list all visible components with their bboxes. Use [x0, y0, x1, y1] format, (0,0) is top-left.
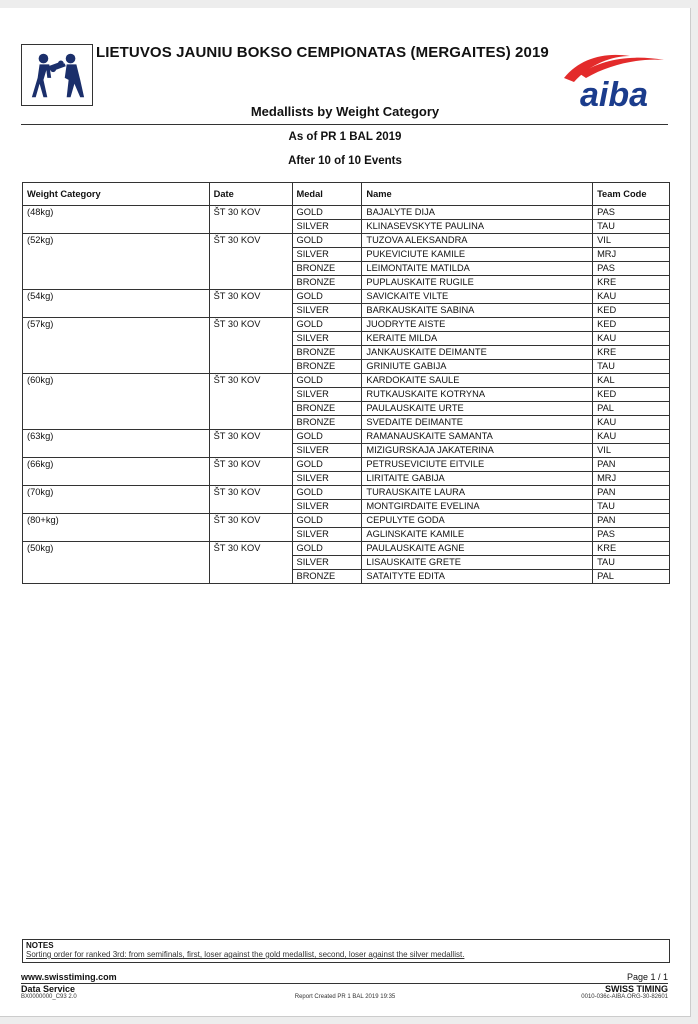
table-row: [23, 206, 670, 220]
medal-cell: GOLD: [292, 542, 362, 556]
footer-divider: [21, 983, 668, 984]
date-cell: [209, 248, 292, 262]
team-code-cell: KAU: [593, 332, 670, 346]
table-row: [23, 542, 670, 556]
name-cell: PAULAUSKAITE AGNE: [362, 542, 593, 556]
team-code-cell: TAU: [593, 500, 670, 514]
name-cell: KARDOKAITE SAULE: [362, 374, 593, 388]
weight-category-cell: [23, 332, 210, 346]
medal-cell: GOLD: [292, 514, 362, 528]
weight-category-cell: [23, 416, 210, 430]
team-code-cell: VIL: [593, 234, 670, 248]
medal-cell: SILVER: [292, 388, 362, 402]
weight-category-cell: [23, 220, 210, 234]
team-code-cell: KAU: [593, 430, 670, 444]
footer-data-service: Data Service: [21, 984, 76, 994]
team-code-cell: PAS: [593, 262, 670, 276]
date-cell: ŠT 30 KOV: [209, 206, 292, 220]
aiba-logo: [560, 48, 670, 110]
footer-url: www.swisstiming.com: [21, 972, 117, 982]
date-cell: [209, 416, 292, 430]
date-cell: [209, 276, 292, 290]
document-title: LIETUVOS JAUNIU BOKSO CEMPIONATAS (MERGAITES) 2019: [96, 44, 549, 61]
table-row: [23, 528, 670, 542]
date-cell: [209, 528, 292, 542]
name-cell: KERAITE MILDA: [362, 332, 593, 346]
document-page: [0, 8, 691, 1017]
weight-category-cell: [23, 304, 210, 318]
team-code-cell: KAU: [593, 290, 670, 304]
date-cell: [209, 556, 292, 570]
date-cell: ŠT 30 KOV: [209, 290, 292, 304]
footer-swiss-timing: SWISS TIMING: [605, 984, 668, 994]
team-code-cell: PAN: [593, 486, 670, 500]
team-code-cell: KED: [593, 388, 670, 402]
team-code-cell: KED: [593, 318, 670, 332]
medal-cell: GOLD: [292, 458, 362, 472]
team-code-cell: MRJ: [593, 248, 670, 262]
team-code-cell: TAU: [593, 220, 670, 234]
table-row: [23, 458, 670, 472]
medal-cell: GOLD: [292, 486, 362, 500]
footer-ref: 0010-036c-AIBA.ORG-30-82601: [581, 994, 668, 1000]
weight-category-cell: (60kg): [23, 374, 210, 388]
medal-cell: SILVER: [292, 444, 362, 458]
weight-category-cell: [23, 402, 210, 416]
table-body: [23, 206, 670, 584]
table-row: [23, 220, 670, 234]
table-row: [23, 332, 670, 346]
date-cell: [209, 444, 292, 458]
date-cell: ŠT 30 KOV: [209, 430, 292, 444]
date-cell: [209, 472, 292, 486]
medal-cell: GOLD: [292, 234, 362, 248]
team-code-cell: VIL: [593, 444, 670, 458]
weight-category-cell: [23, 556, 210, 570]
name-cell: TUZOVA ALEKSANDRA: [362, 234, 593, 248]
date-cell: [209, 500, 292, 514]
date-cell: [209, 388, 292, 402]
date-cell: [209, 346, 292, 360]
name-cell: LEIMONTAITE MATILDA: [362, 262, 593, 276]
table-header-row: [23, 183, 670, 206]
name-cell: SAVICKAITE VILTE: [362, 290, 593, 304]
medal-cell: BRONZE: [292, 570, 362, 584]
date-cell: [209, 304, 292, 318]
table-row: [23, 500, 670, 514]
date-cell: [209, 262, 292, 276]
notes-text: Sorting order for ranked 3rd: from semifinals, first, loser against the gold medallist, second, loser against the silver medallist.: [26, 950, 465, 959]
table-row: [23, 248, 670, 262]
table-row: [23, 318, 670, 332]
footer-doc-code: BX0000000_C93 2.0: [21, 994, 77, 1000]
table-row: [23, 262, 670, 276]
weight-category-cell: [23, 472, 210, 486]
name-cell: LISAUSKAITE GRETE: [362, 556, 593, 570]
header-divider: [21, 124, 668, 125]
date-cell: ŠT 30 KOV: [209, 514, 292, 528]
medal-cell: GOLD: [292, 430, 362, 444]
medal-cell: SILVER: [292, 248, 362, 262]
medal-cell: GOLD: [292, 374, 362, 388]
medal-cell: SILVER: [292, 500, 362, 514]
medal-cell: GOLD: [292, 206, 362, 220]
name-cell: JUODRYTE AISTE: [362, 318, 593, 332]
team-code-cell: KRE: [593, 542, 670, 556]
footer-report-created: Report Created PR 1 BAL 2019 19:35: [294, 994, 396, 1000]
team-code-cell: KAU: [593, 416, 670, 430]
medal-cell: SILVER: [292, 332, 362, 346]
medal-cell: SILVER: [292, 528, 362, 542]
date-cell: [209, 570, 292, 584]
name-cell: BARKAUSKAITE SABINA: [362, 304, 593, 318]
name-cell: CEPULYTE GODA: [362, 514, 593, 528]
team-code-cell: TAU: [593, 556, 670, 570]
table-row: [23, 304, 670, 318]
medal-cell: GOLD: [292, 318, 362, 332]
footer-page-number: Page 1 / 1: [626, 972, 668, 982]
table-row: [23, 276, 670, 290]
weight-category-cell: (50kg): [23, 542, 210, 556]
name-cell: SATAITYTE EDITA: [362, 570, 593, 584]
date-cell: [209, 332, 292, 346]
table-row: [23, 402, 670, 416]
team-code-cell: PAN: [593, 514, 670, 528]
column-header: Medal: [292, 183, 362, 206]
name-cell: PUKEVICIUTE KAMILE: [362, 248, 593, 262]
medal-cell: BRONZE: [292, 416, 362, 430]
medal-cell: BRONZE: [292, 360, 362, 374]
date-cell: ŠT 30 KOV: [209, 458, 292, 472]
weight-category-cell: [23, 360, 210, 374]
table-row: [23, 416, 670, 430]
notes-heading: NOTES: [26, 941, 54, 950]
column-header: Name: [362, 183, 593, 206]
name-cell: AGLINSKAITE KAMILE: [362, 528, 593, 542]
weight-category-cell: (80+kg): [23, 514, 210, 528]
name-cell: RUTKAUSKAITE KOTRYNA: [362, 388, 593, 402]
table-row: [23, 234, 670, 248]
table-row: [23, 486, 670, 500]
weight-category-cell: [23, 388, 210, 402]
medal-cell: SILVER: [292, 220, 362, 234]
table-row: [23, 514, 670, 528]
name-cell: MONTGIRDAITE EVELINA: [362, 500, 593, 514]
name-cell: PUPLAUSKAITE RUGILE: [362, 276, 593, 290]
weight-category-cell: (70kg): [23, 486, 210, 500]
weight-category-cell: (48kg): [23, 206, 210, 220]
column-header: Weight Category: [23, 183, 210, 206]
date-cell: ŠT 30 KOV: [209, 374, 292, 388]
name-cell: SVEDAITE DEIMANTE: [362, 416, 593, 430]
name-cell: TURAUSKAITE LAURA: [362, 486, 593, 500]
medal-cell: BRONZE: [292, 402, 362, 416]
name-cell: RAMANAUSKAITE SAMANTA: [362, 430, 593, 444]
column-header: Team Code: [593, 183, 670, 206]
notes-box: [22, 939, 670, 963]
medal-cell: SILVER: [292, 472, 362, 486]
as-of-line: As of PR 1 BAL 2019: [288, 131, 402, 143]
team-code-cell: PAL: [593, 402, 670, 416]
weight-category-cell: [23, 248, 210, 262]
medal-cell: BRONZE: [292, 346, 362, 360]
date-cell: ŠT 30 KOV: [209, 486, 292, 500]
name-cell: PETRUSEVICIUTE EITVILE: [362, 458, 593, 472]
name-cell: LIRITAITE GABIJA: [362, 472, 593, 486]
report-subtitle: Medallists by Weight Category: [250, 104, 440, 119]
weight-category-cell: (52kg): [23, 234, 210, 248]
name-cell: PAULAUSKAITE URTE: [362, 402, 593, 416]
medal-cell: SILVER: [292, 304, 362, 318]
column-header: Date: [209, 183, 292, 206]
medallists-table: [22, 182, 670, 584]
team-code-cell: KRE: [593, 276, 670, 290]
table-row: [23, 556, 670, 570]
name-cell: BAJALYTE DIJA: [362, 206, 593, 220]
date-cell: ŠT 30 KOV: [209, 318, 292, 332]
table-row: [23, 430, 670, 444]
boxers-icon: [22, 45, 92, 105]
table-row: [23, 346, 670, 360]
table-row: [23, 444, 670, 458]
table-row: [23, 374, 670, 388]
boxing-logo: [21, 44, 93, 106]
table-row: [23, 388, 670, 402]
medal-cell: SILVER: [292, 556, 362, 570]
weight-category-cell: [23, 276, 210, 290]
aiba-wordmark: aiba: [580, 76, 649, 110]
team-code-cell: KAL: [593, 374, 670, 388]
weight-category-cell: [23, 444, 210, 458]
team-code-cell: KED: [593, 304, 670, 318]
weight-category-cell: [23, 500, 210, 514]
date-cell: [209, 220, 292, 234]
team-code-cell: PAN: [593, 458, 670, 472]
weight-category-cell: [23, 528, 210, 542]
weight-category-cell: (57kg): [23, 318, 210, 332]
weight-category-cell: [23, 346, 210, 360]
date-cell: [209, 402, 292, 416]
medal-cell: GOLD: [292, 290, 362, 304]
date-cell: ŠT 30 KOV: [209, 542, 292, 556]
weight-category-cell: [23, 570, 210, 584]
weight-category-cell: (66kg): [23, 458, 210, 472]
name-cell: JANKAUSKAITE DEIMANTE: [362, 346, 593, 360]
date-cell: ŠT 30 KOV: [209, 234, 292, 248]
table-row: [23, 472, 670, 486]
table-row: [23, 290, 670, 304]
name-cell: KLINASEVSKYTE PAULINA: [362, 220, 593, 234]
weight-category-cell: (63kg): [23, 430, 210, 444]
events-progress-line: After 10 of 10 Events: [288, 155, 402, 167]
weight-category-cell: (54kg): [23, 290, 210, 304]
name-cell: MIZIGURSKAJA JAKATERINA: [362, 444, 593, 458]
medal-cell: BRONZE: [292, 276, 362, 290]
team-code-cell: PAL: [593, 570, 670, 584]
team-code-cell: TAU: [593, 360, 670, 374]
team-code-cell: PAS: [593, 206, 670, 220]
team-code-cell: KRE: [593, 346, 670, 360]
team-code-cell: PAS: [593, 528, 670, 542]
table-row: [23, 570, 670, 584]
name-cell: GRINIUTE GABIJA: [362, 360, 593, 374]
team-code-cell: MRJ: [593, 472, 670, 486]
date-cell: [209, 360, 292, 374]
weight-category-cell: [23, 262, 210, 276]
table-row: [23, 360, 670, 374]
medal-cell: BRONZE: [292, 262, 362, 276]
